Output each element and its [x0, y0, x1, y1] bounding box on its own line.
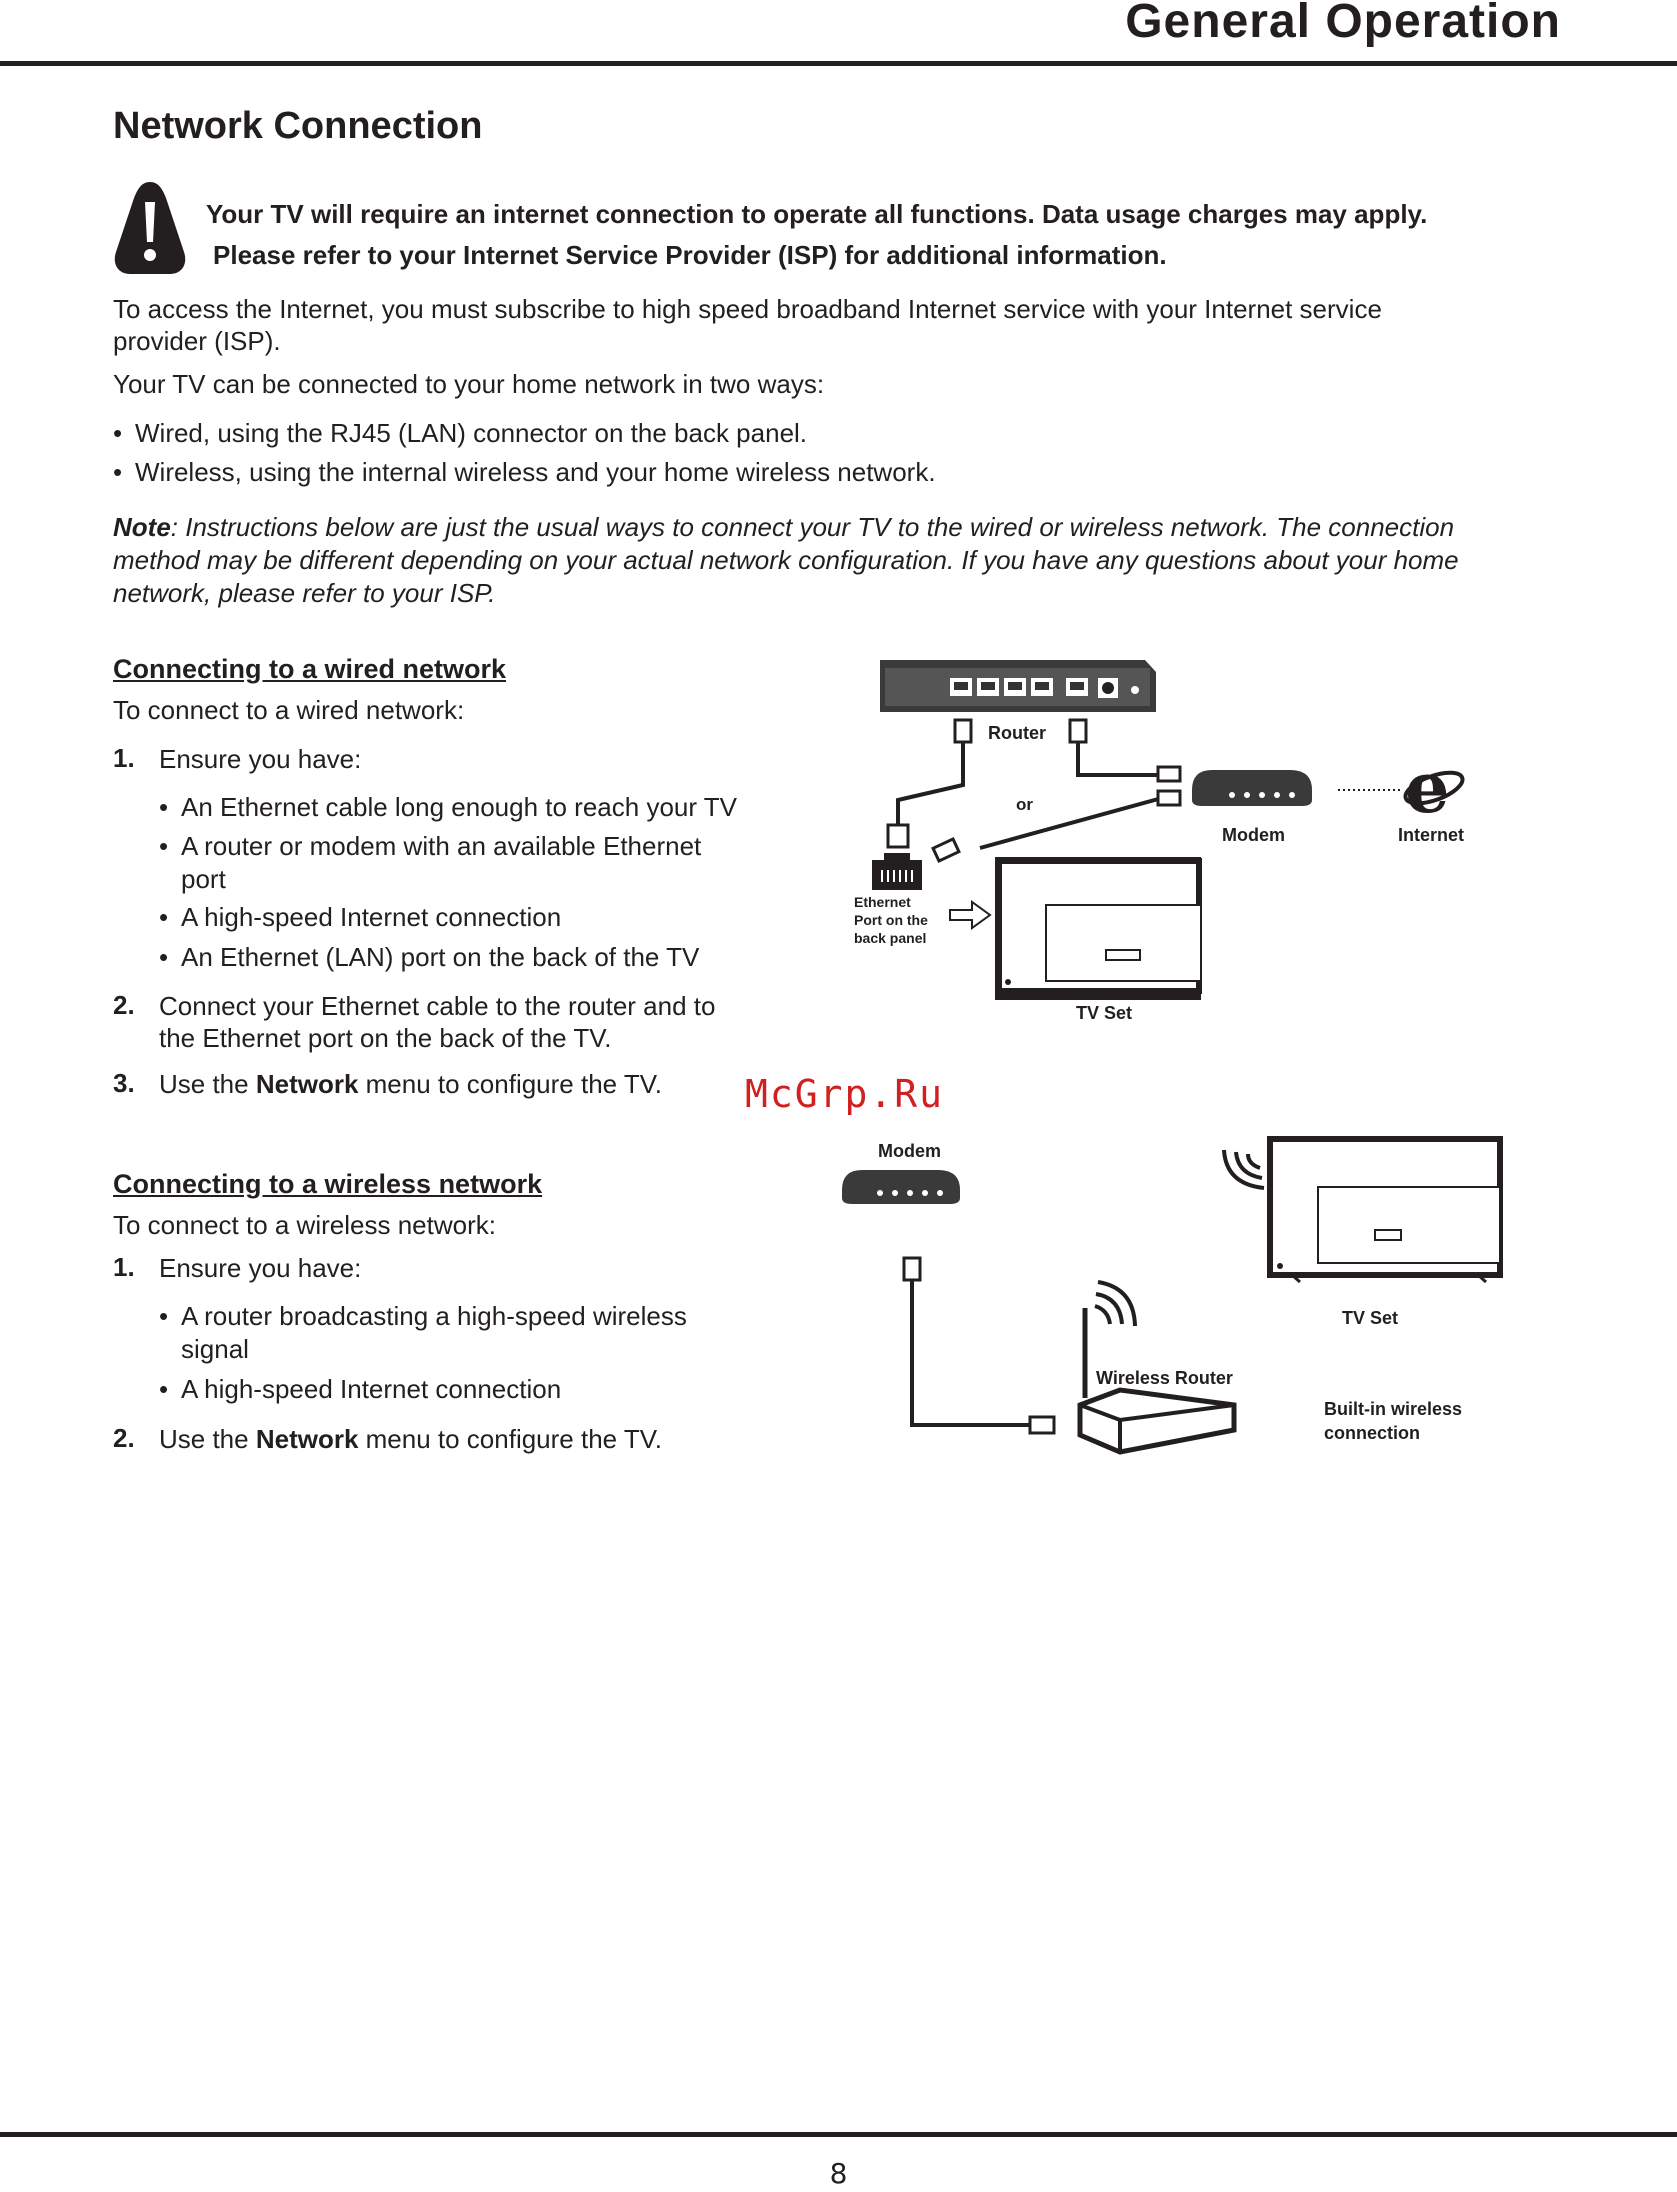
- list-item: • Wireless, using the internal wireless and your home wireless network.: [135, 455, 936, 489]
- arrow-icon: [950, 902, 990, 928]
- watermark: McGrp.Ru: [745, 1072, 945, 1116]
- note-line-3: network, please refer to your ISP.: [113, 578, 496, 608]
- ethernet-port-label-line-3: back panel: [854, 930, 927, 946]
- wireless-step-1: Ensure you have:: [159, 1253, 362, 1283]
- note-line-1: : Instructions below are just the usual ways to connect your TV to the wired or wireless network. The connection: [170, 512, 1455, 542]
- wired-step-1: Ensure you have:: [159, 744, 362, 774]
- list-item: • A router broadcasting a high-speed wireless: [181, 1299, 687, 1333]
- wireless-modem-label: Modem: [878, 1141, 941, 1161]
- list-item: • A high-speed Internet connection: [181, 900, 561, 934]
- wireless-step-2-network: Network: [255, 1424, 359, 1454]
- list-item: • Wired, using the RJ45 (LAN) connector on the back panel.: [135, 416, 807, 450]
- wireless-router-label: Wireless Router: [1096, 1368, 1233, 1388]
- tv-set-device: [1270, 1139, 1500, 1282]
- svg-text:e: e: [1405, 746, 1450, 829]
- router-label: Router: [988, 723, 1046, 743]
- list-item-continuation: signal: [181, 1334, 249, 1364]
- wired-step-3-number: 3.: [113, 1068, 135, 1098]
- intro-paragraph-line-1: To access the Internet, you must subscribe to high speed broadband Internet service with your Internet service: [113, 294, 1382, 324]
- wireless-step-2-pre: Use the: [159, 1424, 256, 1454]
- list-item: • An Ethernet cable long enough to reach your TV: [181, 790, 737, 824]
- internet-explorer-icon: [1402, 746, 1467, 829]
- wired-step-3-post: menu to configure the TV.: [358, 1069, 662, 1099]
- router-device: [880, 660, 1156, 712]
- tv-set-label: TV Set: [1076, 1003, 1133, 1023]
- modem-device: [842, 1170, 960, 1204]
- warning-icon: [112, 180, 188, 276]
- page-header-title: General Operation: [1125, 0, 1561, 48]
- modem-device: [1192, 770, 1312, 806]
- list-item: • An Ethernet (LAN) port on the back of the TV: [181, 940, 699, 974]
- ethernet-port-label-line-1: Ethernet: [854, 894, 911, 910]
- footer-rule: [0, 2132, 1677, 2137]
- note-label: Note: [113, 512, 171, 542]
- wireless-network-diagram: [830, 1130, 1510, 1460]
- internet-label: Internet: [1398, 825, 1465, 845]
- ethernet-port-icon: [872, 853, 922, 890]
- wired-step-2-line-2: the Ethernet port on the back of the TV.: [159, 1023, 612, 1053]
- section-title: Network Connection: [113, 105, 483, 147]
- wireless-tv-set-label: TV Set: [1342, 1308, 1399, 1328]
- wifi-signal-icon: [1095, 1282, 1135, 1326]
- ethernet-port-label-line-2: Port on the: [854, 912, 928, 928]
- wireless-step-2-post: menu to configure the TV.: [358, 1424, 662, 1454]
- wireless-step-2-number: 2.: [113, 1423, 135, 1453]
- wired-step-2-line-1: Connect your Ethernet cable to the router and to: [159, 991, 716, 1021]
- wired-step-2-number: 2.: [113, 990, 135, 1020]
- list-item: • A high-speed Internet connection: [181, 1372, 561, 1406]
- tv-set-illustration: [996, 858, 1202, 998]
- note-line-2: method may be different depending on your actual network configuration. If you have any questions about your home: [113, 545, 1459, 575]
- wireless-step-1-number: 1.: [113, 1252, 135, 1282]
- wired-step-3: [159, 1068, 662, 1101]
- wired-intro: To connect to a wired network:: [113, 695, 465, 725]
- wired-heading: Connecting to a wired network: [113, 654, 507, 684]
- wireless-heading: Connecting to a wireless network: [113, 1169, 543, 1199]
- wired-step-1-number: 1.: [113, 743, 135, 773]
- warning-line-2: Please refer to your Internet Service Provider (ISP) for additional information.: [213, 240, 1167, 270]
- wireless-intro: To connect to a wireless network:: [113, 1210, 496, 1240]
- wifi-signal-icon: [1224, 1150, 1264, 1188]
- modem-label: Modem: [1222, 825, 1285, 845]
- intro-paragraph-line-2: provider (ISP).: [113, 326, 281, 356]
- page-number: 8: [829, 2157, 848, 2190]
- note-block: [113, 511, 1573, 610]
- or-label: or: [1016, 795, 1033, 814]
- list-item: • A router or modem with an available Ethernet: [181, 829, 701, 863]
- intro-ways-text: Your TV can be connected to your home network in two ways:: [113, 369, 825, 399]
- wired-step-3-network: Network: [255, 1069, 359, 1099]
- list-item-continuation: port: [181, 864, 226, 894]
- wireless-step-2: [159, 1423, 662, 1456]
- builtin-wireless-label-line-1: Built-in wireless: [1324, 1399, 1463, 1419]
- header-rule: [0, 61, 1677, 66]
- wired-step-3-pre: Use the: [159, 1069, 256, 1099]
- builtin-wireless-label-line-2: connection: [1324, 1423, 1421, 1443]
- warning-line-1: Your TV will require an internet connection to operate all functions. Data usage charges may apply.: [206, 199, 1428, 229]
